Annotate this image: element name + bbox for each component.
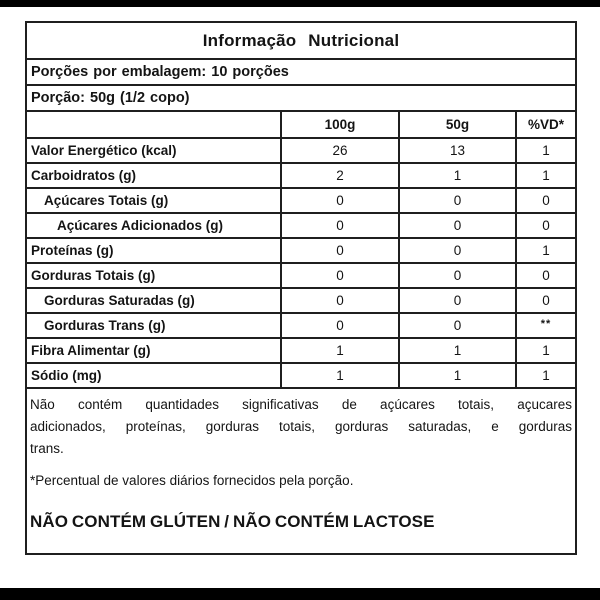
row-label: Gorduras Trans (g)	[44, 318, 166, 333]
value-vd: 1	[515, 139, 575, 162]
table-footnotes	[27, 389, 575, 553]
column-header-row	[27, 112, 575, 139]
value-vd: 1	[515, 239, 575, 262]
daily-value-footnote: *Percentual de valores diários fornecidos pela porção.	[30, 473, 354, 488]
row-label: Proteínas (g)	[31, 243, 114, 258]
value-100g: 0	[280, 264, 398, 287]
value-50g: 13	[398, 139, 515, 162]
no-significant-amounts-note-line1: Não contém quantidades significativas de açúcares totais, açucares	[30, 397, 572, 412]
value-50g: 0	[398, 264, 515, 287]
value-100g: 2	[280, 164, 398, 187]
value-vd: 1	[515, 364, 575, 387]
value-50g: 0	[398, 314, 515, 337]
no-significant-amounts-note-line3: trans.	[30, 441, 64, 456]
row-label: Açúcares Totais (g)	[44, 193, 169, 208]
row-label: Carboidratos (g)	[31, 168, 137, 183]
bottom-black-bar	[0, 588, 600, 600]
value-vd: 1	[515, 164, 575, 187]
value-100g: 26	[280, 139, 398, 162]
value-50g: 0	[398, 189, 515, 212]
top-black-bar	[0, 0, 600, 7]
column-header-100g: 100g	[280, 112, 398, 137]
row-label: Fibra Alimentar (g)	[31, 343, 151, 358]
row-label: Açúcares Adicionados (g)	[57, 218, 224, 233]
value-vd: 1	[515, 339, 575, 362]
servings-per-package-line: Porções por embalagem: 10 porções	[27, 60, 575, 86]
value-vd: 0	[515, 214, 575, 237]
no-significant-amounts-note-line2: adicionados, proteínas, gorduras totais, gorduras saturadas, e gorduras	[30, 419, 572, 434]
value-vd: 0	[515, 289, 575, 312]
value-vd	[515, 314, 575, 337]
table-row-acucares-totais	[27, 189, 575, 214]
value-100g: 0	[280, 314, 398, 337]
table-row-gorduras-trans	[27, 314, 575, 339]
table-row-gorduras-saturadas	[27, 289, 575, 314]
double-asterisk-marker: **	[540, 317, 552, 330]
value-50g: 1	[398, 164, 515, 187]
value-50g: 0	[398, 239, 515, 262]
row-label: Gorduras Saturadas (g)	[44, 293, 195, 308]
table-row-valor-energetico	[27, 139, 575, 164]
value-100g: 1	[280, 339, 398, 362]
value-100g: 0	[280, 189, 398, 212]
value-vd: 0	[515, 264, 575, 287]
nutrition-facts-table	[25, 21, 577, 555]
table-row-acucares-adicionados	[27, 214, 575, 239]
row-label: Gorduras Totais (g)	[31, 268, 156, 283]
table-row-sodio	[27, 364, 575, 389]
value-50g: 0	[398, 289, 515, 312]
table-row-carboidratos	[27, 164, 575, 189]
value-50g: 1	[398, 339, 515, 362]
value-100g: 0	[280, 214, 398, 237]
gluten-lactose-free-claim: NÃO CONTÉM GLÚTEN / NÃO CONTÉM LACTOSE	[30, 512, 435, 531]
table-row-proteinas	[27, 239, 575, 264]
value-50g: 0	[398, 214, 515, 237]
table-row-gorduras-totais	[27, 264, 575, 289]
table-row-fibra-alimentar	[27, 339, 575, 364]
row-label: Valor Energético (kcal)	[31, 143, 177, 158]
value-vd: 0	[515, 189, 575, 212]
row-label: Sódio (mg)	[31, 368, 102, 383]
column-header-percent-vd: %VD*	[515, 112, 575, 137]
value-100g: 1	[280, 364, 398, 387]
value-100g: 0	[280, 289, 398, 312]
value-50g: 1	[398, 364, 515, 387]
column-header-blank	[27, 112, 280, 137]
column-header-50g: 50g	[398, 112, 515, 137]
table-title: Informação Nutricional	[27, 23, 575, 60]
value-100g: 0	[280, 239, 398, 262]
portion-size-line: Porção: 50g (1/2 copo)	[27, 86, 575, 112]
